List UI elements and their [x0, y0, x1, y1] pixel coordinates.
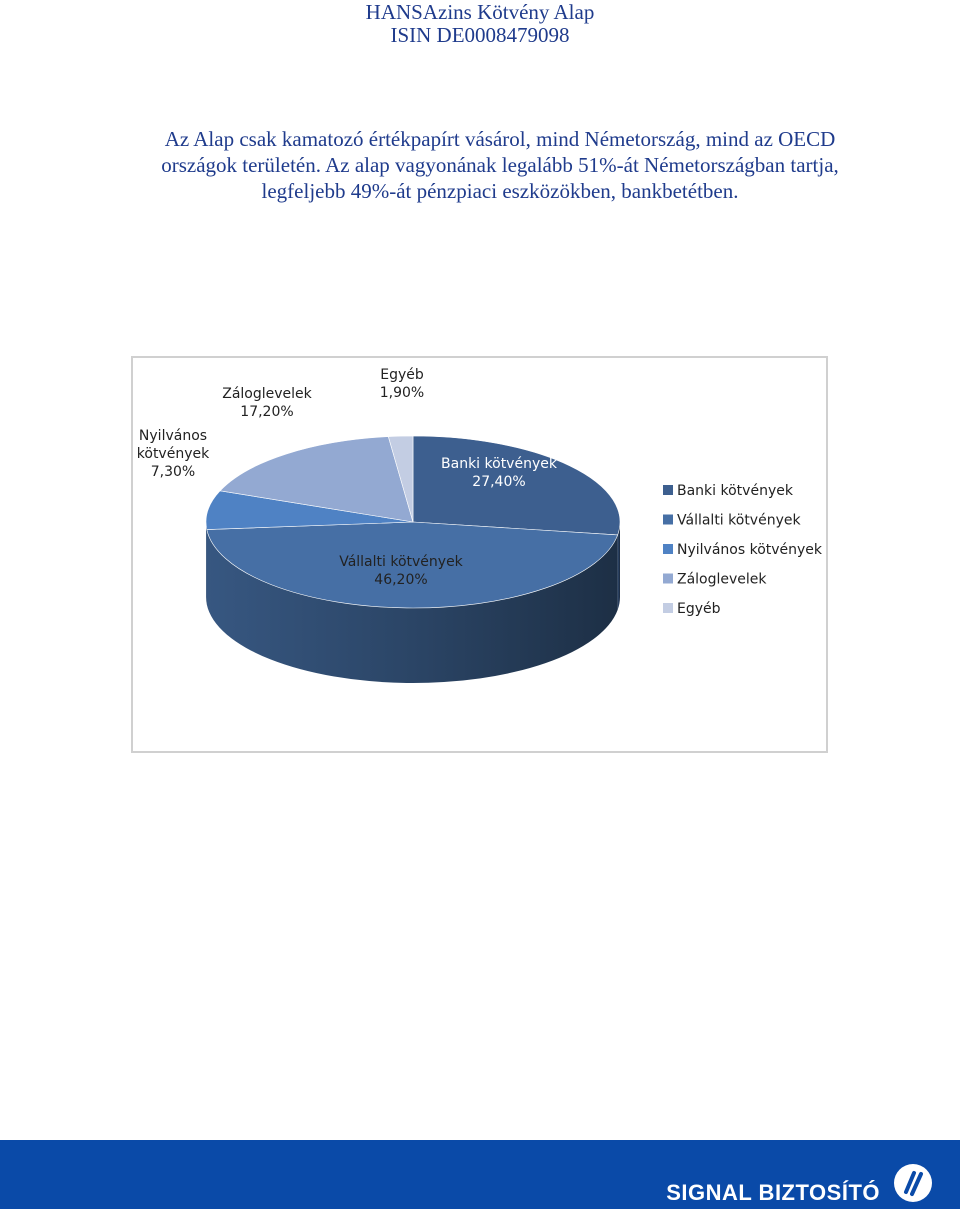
description-line-1: Az Alap csak kamatozó értékpapírt vásárol, mind Németország, mind az OECD — [164, 127, 836, 151]
pie-slice-label: Vállalti kötvények 46,20% — [339, 554, 463, 588]
chart-legend — [663, 483, 823, 617]
footer-bar — [0, 1140, 960, 1209]
pie-slice-label: Banki kötvények 27,40% — [441, 456, 557, 490]
fund-description — [110, 126, 890, 204]
description-line-3: legfeljebb 49%-át pénzpiaci eszközökben, bankbetétben. — [261, 179, 739, 203]
pie-slice-side — [618, 522, 620, 610]
pie-chart — [133, 358, 826, 751]
pie-slice-label: Nyilvános kötvények 7,30% — [136, 428, 210, 480]
pie-chart-frame — [131, 356, 828, 753]
legend-swatch — [663, 485, 673, 495]
brand-logo-icon — [894, 1164, 932, 1202]
pie-slice-label: Egyéb 1,90% — [379, 367, 425, 401]
fund-isin: ISIN DE0008479098 — [390, 23, 570, 47]
legend-entry: Banki kötvények — [677, 483, 793, 499]
legend-entry: Nyilvános kötvények — [677, 542, 823, 558]
fund-title: HANSAzins Kötvény Alap — [365, 0, 595, 24]
legend-entry: Vállalti kötvények — [677, 512, 801, 529]
legend-swatch — [663, 574, 673, 584]
legend-swatch — [663, 544, 673, 554]
legend-entry: Záloglevelek — [677, 571, 767, 588]
brand-name: SIGNAL BIZTOSÍTÓ — [666, 1180, 880, 1205]
pie-slice-side — [206, 522, 207, 605]
pie-slice-label: Záloglevelek 17,20% — [222, 386, 312, 420]
description-line-2: országok területén. Az alap vagyonának legalább 51%-át Németországban tartja, — [161, 153, 839, 177]
legend-entry: Egyéb — [677, 601, 721, 617]
legend-swatch — [663, 603, 673, 613]
legend-swatch — [663, 515, 673, 525]
